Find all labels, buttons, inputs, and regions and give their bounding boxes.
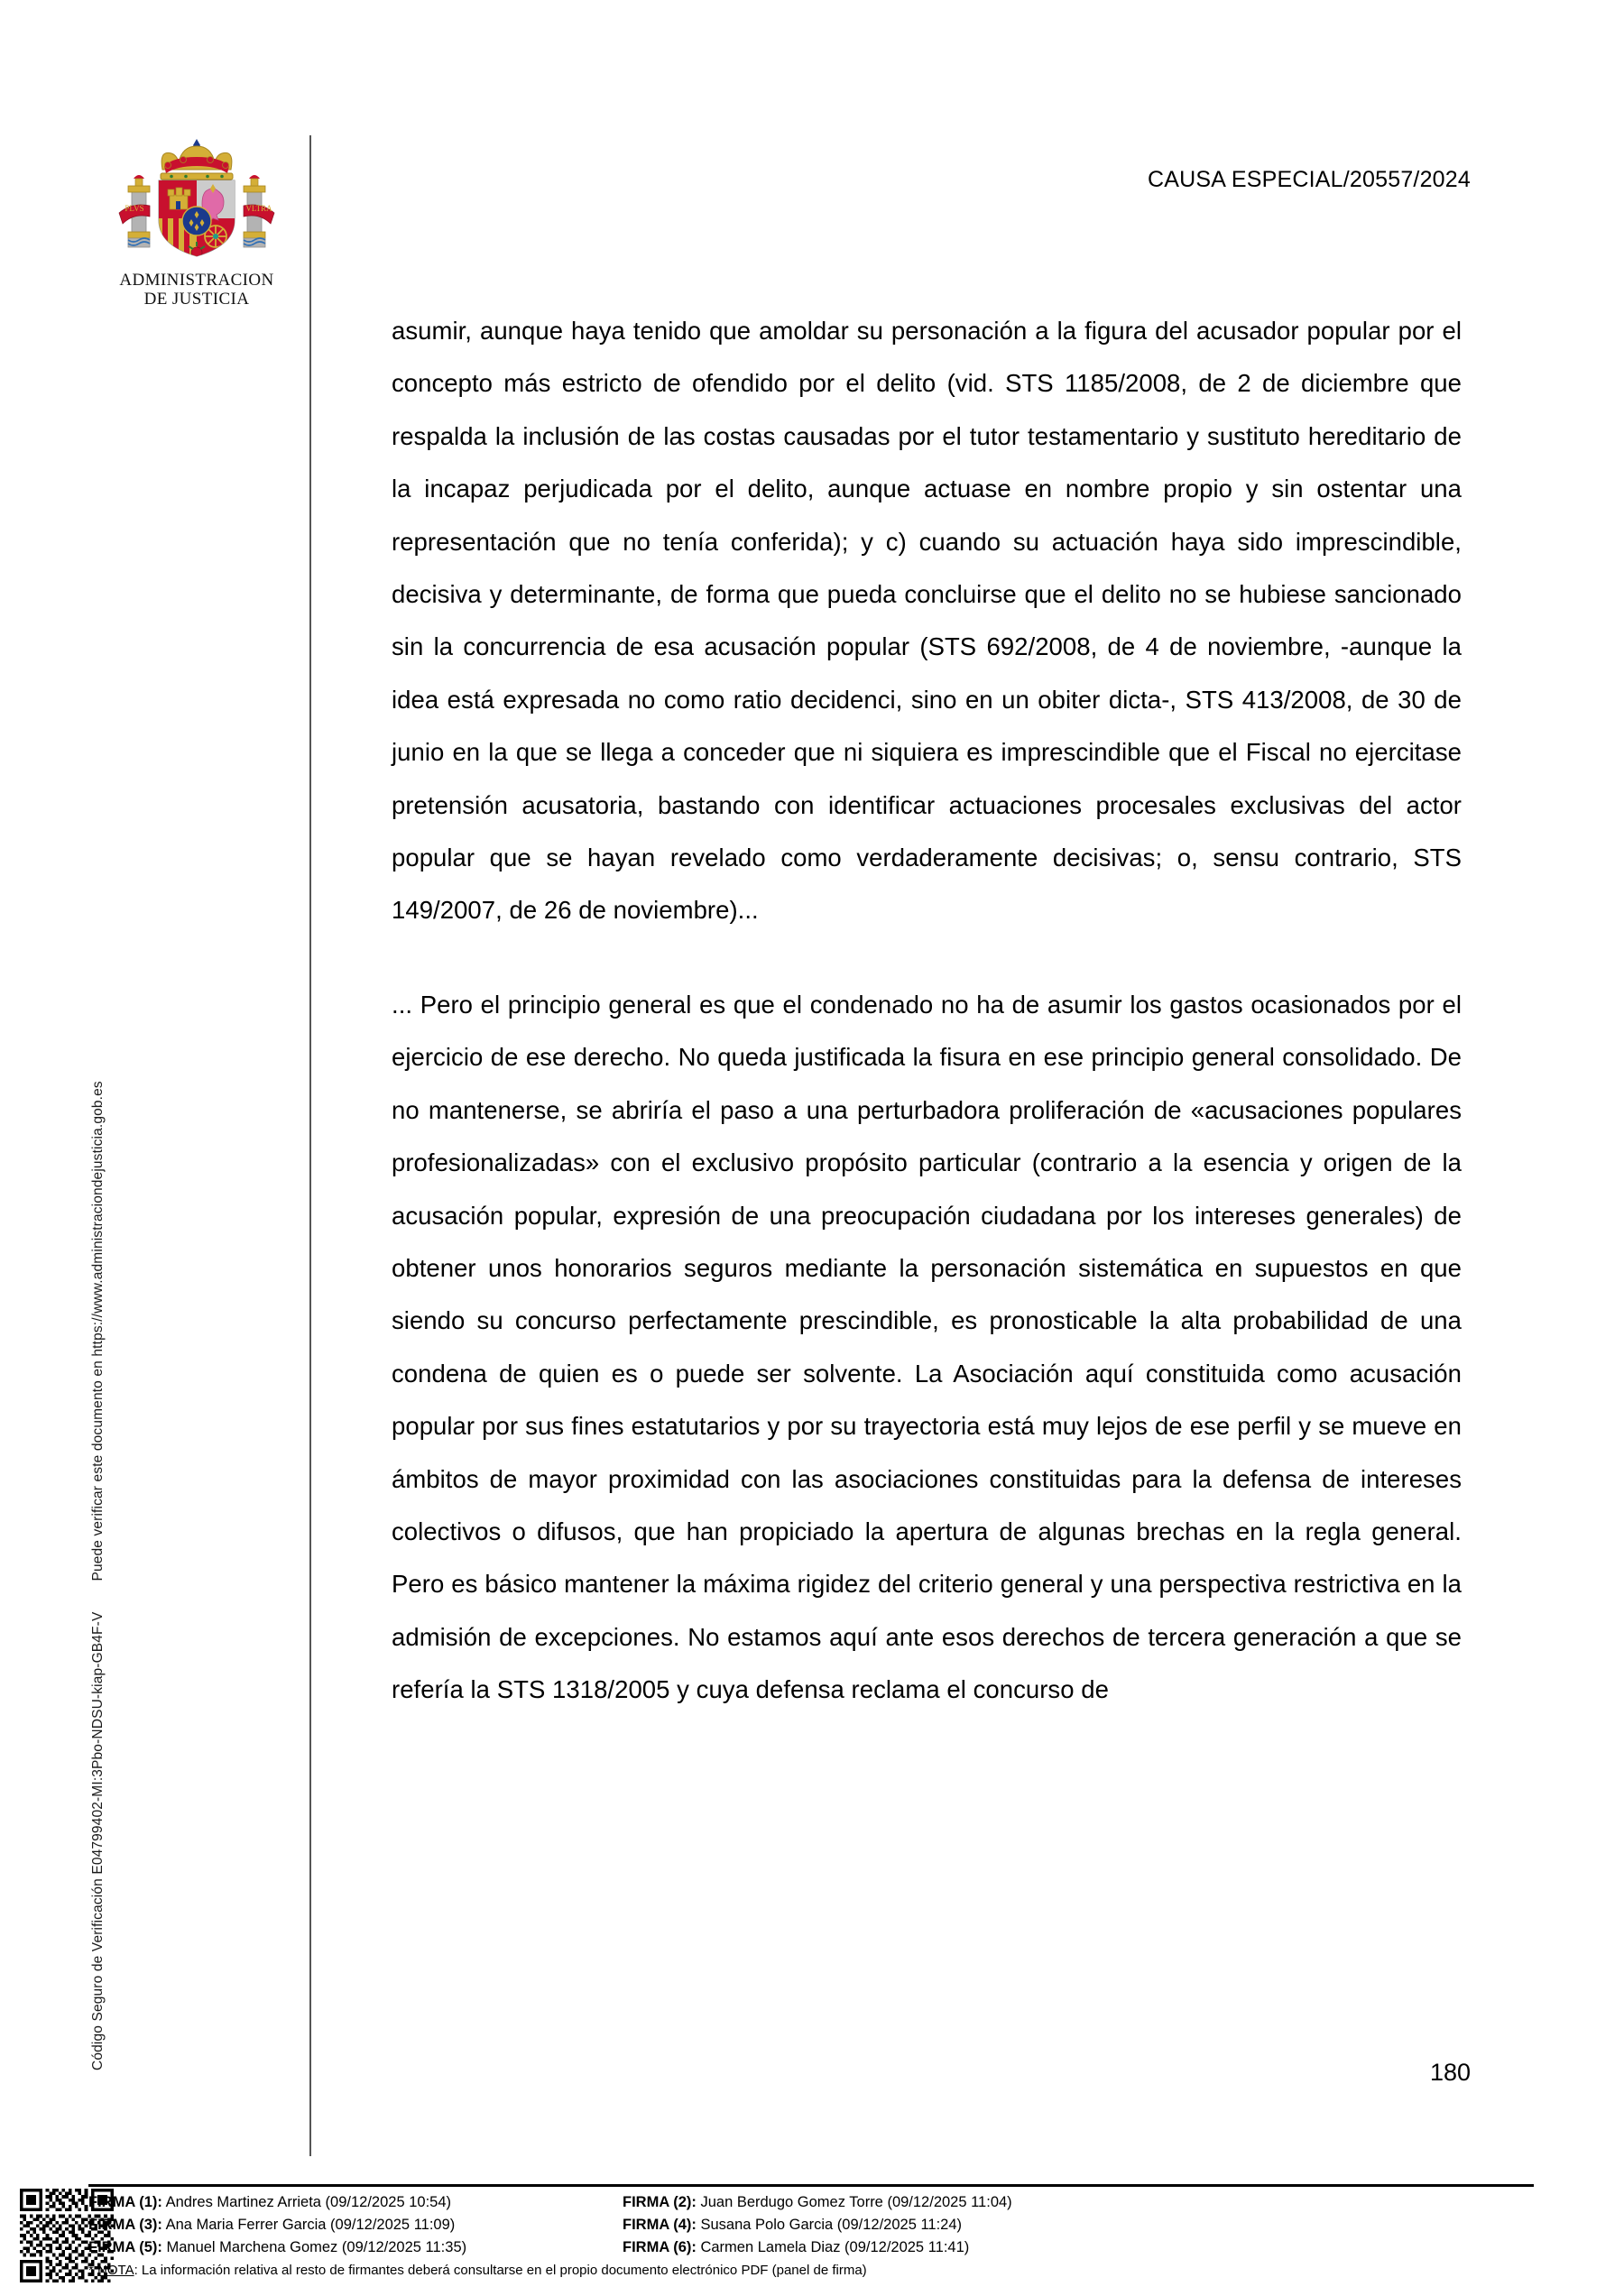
body-paragraph-1: asumir, aunque haya tenido que amoldar su personación a la figura del acusador popular por el concepto más estricto de ofendido por el delito (vid. STS 1185/2008, de 2 de diciembre que respalda la inclusión de las costas causadas por el tutor testamentario y sustituto hereditario de la incapaz perjudicada por el delito, aunque actuase en nombre propio y sin ostentar una representación que no tenía conferida); y c) cuando su actuación haya sido imprescindible, decisiva y determinante, de forma que pueda concluirse que el delito no se hubiese sancionado sin la concurrencia de esa acusación popular (STS 692/2008, de 4 de noviembre, -aunque la idea está expresada no como ratio decidenci, sino en un obiter dicta-, STS 413/2008, de 30 de junio en la que se llega a conceder que ni siquiera es imprescindible que el Fiscal no ejercitase pretensión acusatoria, bastando con identificar actuaciones procesales exclusivas del actor popular que se hayan revelado como verdaderamente decisivas; o, sensu contrario, STS 149/2007, de 26 de noviembre)... (392, 317, 1462, 925)
verification-code: E04799402-MI:3Pbo-NDSU-kiap-GB4F-V (90, 1611, 106, 1875)
signature-value: Ana Maria Ferrer Garcia (09/12/2025 11:09) (165, 2217, 456, 2233)
margin-divider-rule (309, 135, 311, 2156)
svg-text:PLVS: PLVS (125, 204, 144, 213)
footer-note (88, 2262, 1534, 2280)
signature-grid (88, 2191, 1534, 2259)
document-body (392, 305, 1462, 1717)
signature-row (88, 2236, 549, 2259)
verification-url-text: Puede verificar este documento en https://www.administraciondejusticia.gob.es (90, 1081, 106, 1581)
signature-label: FIRMA (6): (623, 2239, 697, 2255)
page-number: 180 (1429, 2059, 1471, 2086)
signature-value: Susana Polo Garcia (09/12/2025 11:24) (700, 2217, 963, 2233)
signature-label: FIRMA (4): (623, 2217, 697, 2233)
signature-row (88, 2214, 549, 2236)
emblem-caption-line-2: DE JUSTICIA (143, 290, 250, 309)
signature-row (623, 2236, 1534, 2259)
signature-row (88, 2191, 549, 2214)
spain-coat-of-arms-icon (97, 126, 296, 271)
body-paragraph-2: ... Pero el principio general es que el condenado no ha de asumir los gastos ocasionados por el ejercicio de ese derecho. No queda justificada la fisura en ese principio general consolidado. De no mantenerse, se abriría el paso a una perturbadora proliferación de «acusaciones populares profesionalizadas» con el exclusivo propósito particular (contrario a la esencia y origen de la acusación popular, expresión de una preocupación ciudadana por los intereses generales) de obtener unos honorarios seguros mediante la personación sistemática en supuestos en que siendo su concurso perfectamente prescindible, es pronosticable la alta probabilidad de una condena de quien es o puede ser solvente. La Asociación aquí constituida como acusación popular por sus fines estatutarios y por su trayectoria está muy lejos de ese perfil y se mueve en ámbitos de mayor proximidad con las asociaciones constituidas para la defensa de intereses colectivos o difusos, que han propiciado la apertura de algunas brechas en la regla general. Pero es básico mantener la máxima rigidez del criterio general y una perspectiva restrictiva en la admisión de excepciones. No estamos aquí ante esos derechos de tercera generación a que se refería la STS 1318/2005 y cuya defensa reclama el concurso de (392, 990, 1462, 1704)
signature-value: Juan Berdugo Gomez Torre (09/12/2025 11:04) (700, 2194, 1012, 2210)
signature-label: FIRMA (5): (88, 2239, 162, 2255)
signature-block (88, 2191, 1534, 2280)
verification-label: Código Seguro de Verificación (90, 1878, 106, 2070)
signature-value: Andres Martinez Arrieta (09/12/2025 10:54) (165, 2194, 451, 2210)
signature-label: FIRMA (2): (623, 2194, 697, 2210)
signature-label: FIRMA (1): (88, 2194, 162, 2210)
footer-note-text: : La información relativa al resto de firmantes deberá consultarse en el propio documento electrónico PDF (panel de firma) (134, 2263, 867, 2278)
signature-value: Manuel Marchena Gomez (09/12/2025 11:35) (166, 2239, 467, 2255)
signature-label: FIRMA (3): (88, 2217, 162, 2233)
administration-of-justice-emblem (97, 126, 296, 309)
footer-note-keyword: NOTA (97, 2263, 134, 2278)
signature-value: Carmen Lamela Diaz (09/12/2025 11:41) (700, 2239, 970, 2255)
svg-text:VLTRA: VLTRA (245, 204, 272, 213)
left-margin-strip (0, 0, 106, 2156)
verification-side-text (90, 86, 106, 2070)
emblem-caption-line-1: ADMINISTRACION (119, 271, 274, 290)
signature-row (623, 2191, 1534, 2214)
document-footer (0, 2187, 1624, 2296)
signature-row (623, 2214, 1534, 2236)
footer-note-prefix: * (88, 2263, 98, 2278)
case-reference-header: CAUSA ESPECIAL/20557/2024 (1147, 167, 1471, 192)
